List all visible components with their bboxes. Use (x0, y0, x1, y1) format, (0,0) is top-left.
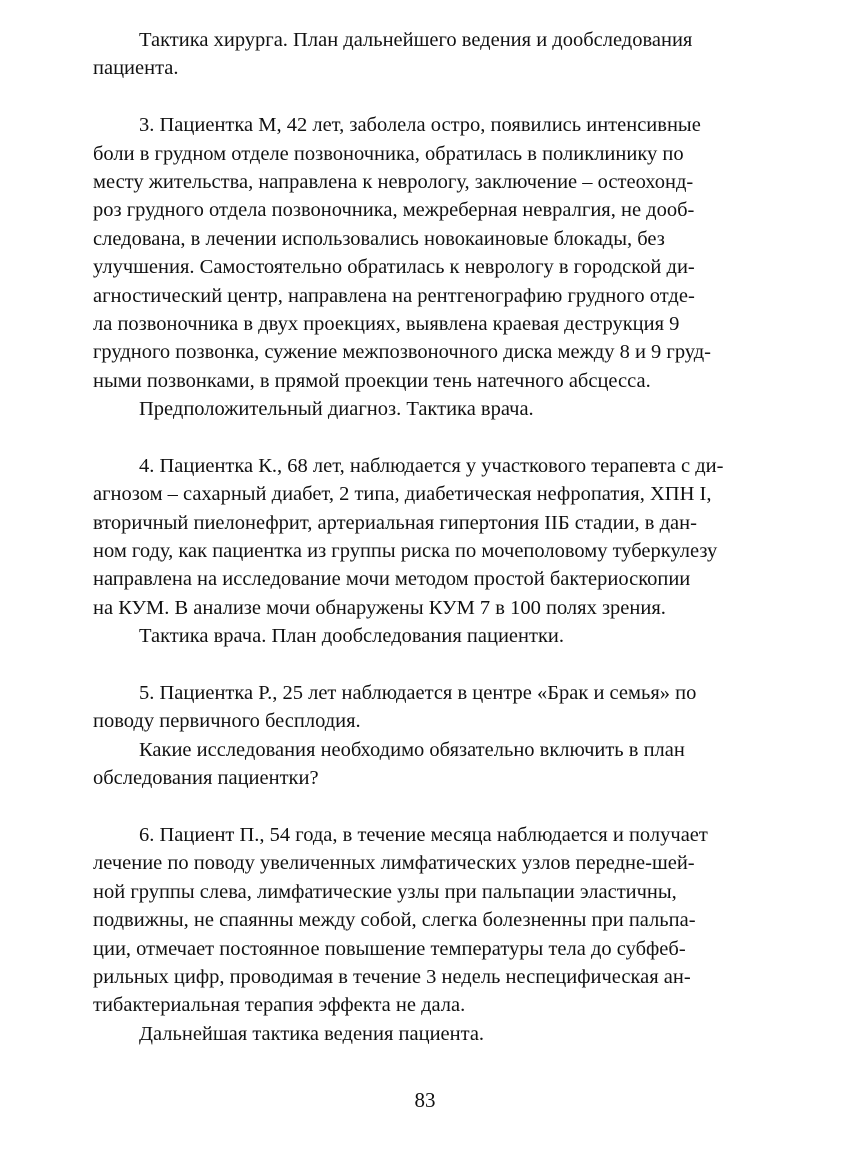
paragraph-gap (93, 651, 765, 679)
paragraph-case-3 (93, 111, 765, 395)
text-line: ном году, как пациентка из группы риска по мочеполовому туберкулезу (93, 540, 718, 563)
text-line: агностический центр, направлена на рентгенографию грудного отде- (93, 284, 695, 307)
text-line: Дальнейшая тактика ведения пациента. (139, 1022, 485, 1045)
text-line: Тактика врача. План дообследования пациентки. (139, 625, 564, 648)
text-line: ла позвоночника в двух проекциях, выявлена краевая деструкция 9 (93, 312, 680, 335)
text-line: Предположительный диагноз. Тактика врача. (139, 398, 534, 421)
text-line: направлена на исследование мочи методом простой бактериоскопии (93, 568, 691, 591)
text-line: улучшения. Самостоятельно обратилась к неврологу в городской ди- (93, 256, 695, 279)
text-line: ции, отмечает постоянное повышение температуры тела до субфеб- (93, 937, 686, 960)
text-line: боли в грудном отделе позвоночника, обратилась в поликлинику по (93, 142, 684, 165)
paragraph-case-5 (93, 679, 765, 736)
paragraph-case-6-question (93, 1020, 765, 1048)
text-line: на КУМ. В анализе мочи обнаружены КУМ 7 в 100 полях зрения. (93, 596, 666, 619)
text-line: агнозом – сахарный диабет, 2 типа, диабетическая нефропатия, ХПН I, (93, 483, 712, 506)
text-line: вторичный пиелонефрит, артериальная гипертония IIБ стадии, в дан- (93, 511, 697, 534)
text-line: пациента. (93, 57, 179, 80)
paragraph-case-4 (93, 452, 765, 622)
text-line: Какие исследования необходимо обязательно включить в план (139, 738, 685, 761)
text-line: обследования пациентки? (93, 767, 319, 790)
page-text (93, 26, 765, 1048)
paragraph-case-6 (93, 821, 765, 1020)
text-line: 6. Пациент П., 54 года, в течение месяца наблюдается и получает (139, 823, 708, 846)
text-line: рильных цифр, проводимая в течение 3 недель неспецифическая ан- (93, 965, 691, 988)
text-line: роз грудного отдела позвоночника, межреберная невралгия, не дооб- (93, 199, 695, 222)
text-line: ными позвонками, в прямой проекции тень натечного абсцесса. (93, 369, 651, 392)
paragraph-case-3-question (93, 395, 765, 423)
text-line: 5. Пациентка Р., 25 лет наблюдается в центре «Брак и семья» по (139, 681, 697, 704)
text-line: месту жительства, направлена к неврологу, заключение – остеохонд- (93, 170, 694, 193)
paragraph-case-5-question (93, 736, 765, 793)
paragraph-surgeon-tactics (93, 26, 765, 83)
paragraph-gap (93, 423, 765, 451)
paragraph-gap (93, 83, 765, 111)
text-line: поводу первичного бесплодия. (93, 710, 361, 733)
paragraph-gap (93, 793, 765, 821)
paragraph-case-4-question (93, 622, 765, 650)
text-line: подвижны, не спаянны между собой, слегка болезненны при пальпа- (93, 909, 696, 932)
text-line: Тактика хирурга. План дальнейшего ведения и дообследования (139, 29, 693, 51)
text-line: грудного позвонка, сужение межпозвоночного диска между 8 и 9 груд- (93, 341, 712, 364)
text-line: 4. Пациентка К., 68 лет, наблюдается у участкового терапевта с ди- (139, 454, 724, 477)
text-line: ной группы слева, лимфатические узлы при пальпации эластичны, (93, 880, 677, 903)
text-line: тибактериальная терапия эффекта не дала. (93, 994, 466, 1017)
text-line: следована, в лечении использовались новокаиновые блокады, без (93, 227, 665, 250)
text-line: 3. Пациентка М, 42 лет, заболела остро, появились интенсивные (139, 114, 701, 137)
page-number: 83 (414, 1088, 436, 1112)
text-line: лечение по поводу увеличенных лимфатических узлов передне-шей- (93, 852, 695, 875)
